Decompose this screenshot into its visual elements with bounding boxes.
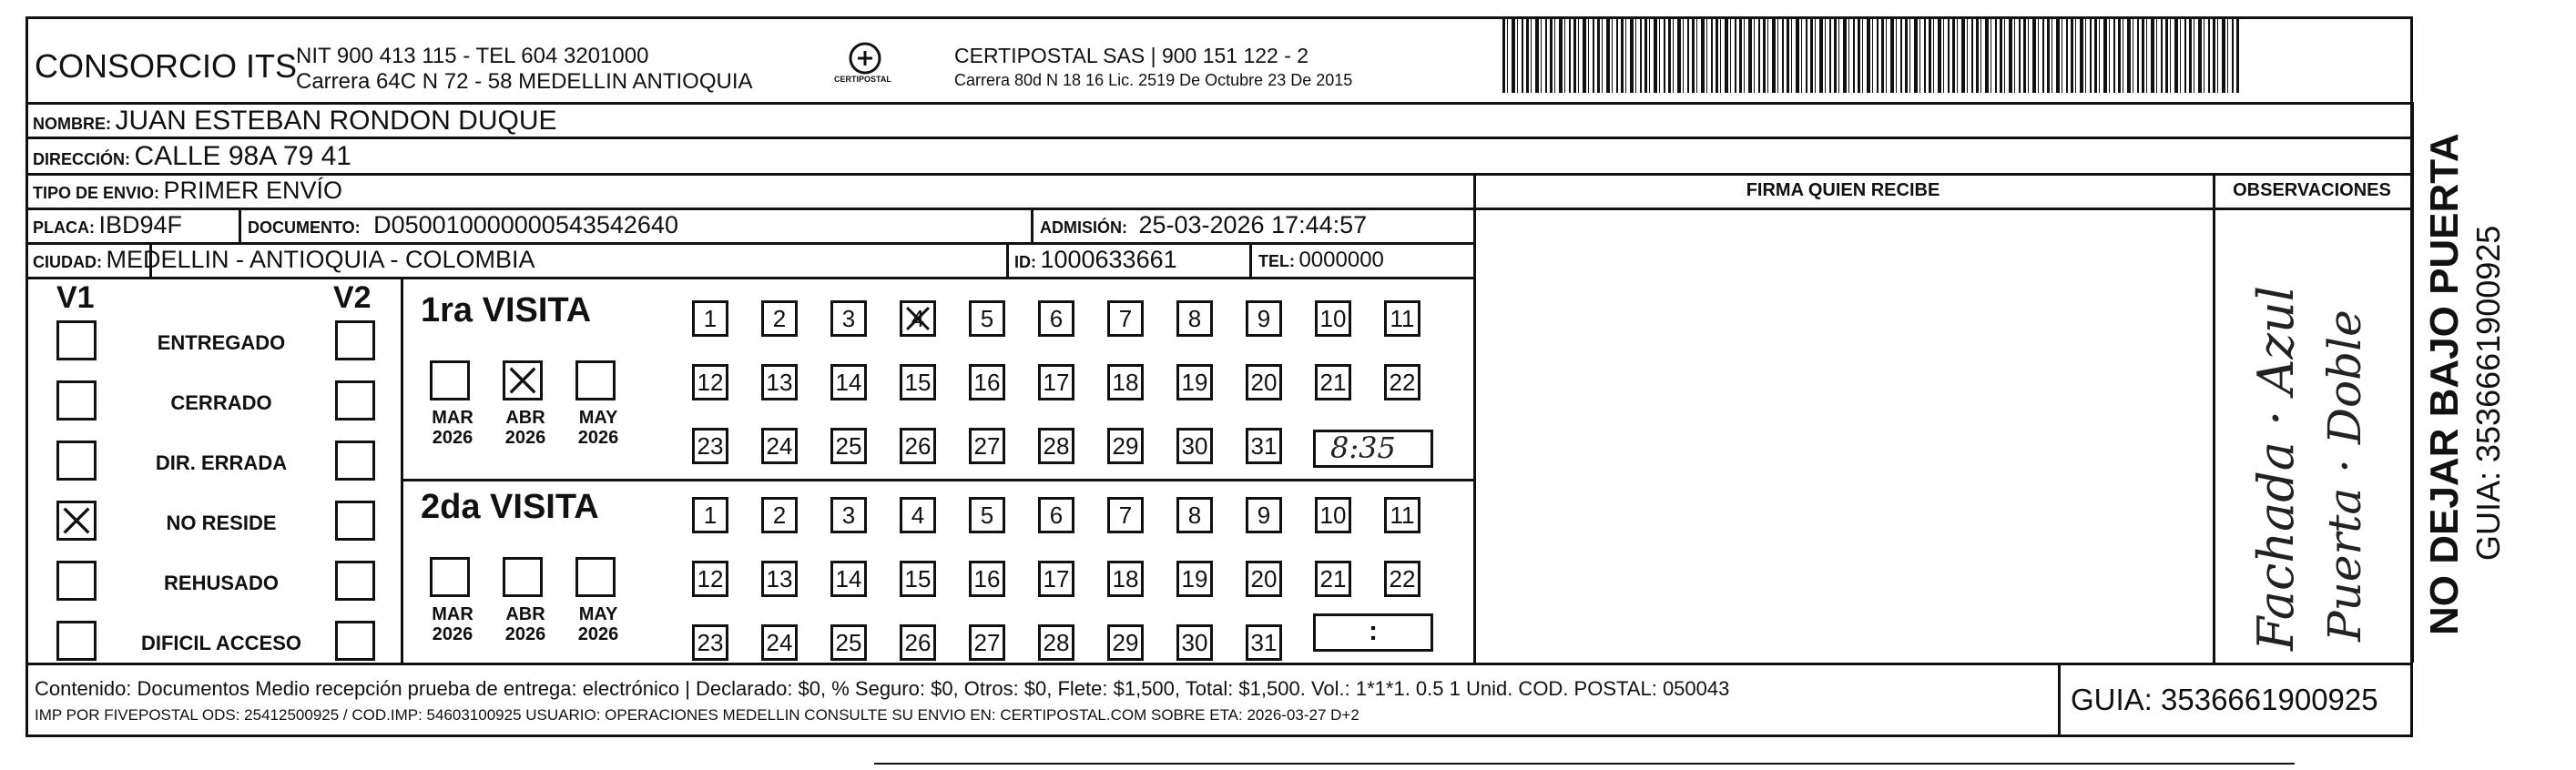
day-number: 18 (1112, 564, 1139, 593)
day-box-20[interactable] (1246, 561, 1282, 597)
tel-label: TEL: (1258, 252, 1295, 270)
day-box-25[interactable] (830, 624, 867, 661)
certipostal-logo-text: CERTIPOSTAL (834, 75, 891, 84)
day-box-31[interactable] (1246, 624, 1282, 661)
day-box-11[interactable] (1384, 300, 1420, 337)
day-number: 15 (904, 564, 932, 593)
day-number: 29 (1112, 431, 1139, 460)
day-box-29[interactable] (1107, 624, 1144, 661)
day-number: 3 (841, 501, 856, 529)
no-dejar-warning: NO DEJAR BAJO PUERTA (2422, 133, 2467, 635)
nombre-row (33, 107, 557, 135)
first-visit-title: 1ra VISITA (421, 291, 592, 329)
day-box-28[interactable] (1038, 624, 1074, 661)
ciudad-value: MEDELLIN - ANTIOQUIA - COLOMBIA (106, 246, 535, 273)
company-name: CONSORCIO ITS (35, 47, 298, 85)
tipo-envio-value: PRIMER ENVÍO (163, 177, 343, 204)
month-label-0: MAR 2026 (432, 604, 473, 644)
v2-header: V2 (333, 280, 372, 315)
day-number: 14 (835, 368, 862, 396)
day-number: 23 (697, 628, 724, 656)
month-checkbox-0[interactable] (430, 557, 470, 597)
day-number: 17 (1043, 564, 1070, 593)
day-number: 18 (1112, 368, 1139, 396)
day-box-11[interactable] (1384, 497, 1420, 533)
observation-line-2: Puerta · Doble (2318, 309, 2371, 642)
day-box-4[interactable] (900, 497, 936, 533)
footer-guia: GUIA: 3536661900925 (2071, 683, 2378, 716)
day-box-10[interactable] (1315, 300, 1351, 337)
day-box-22[interactable] (1384, 364, 1420, 400)
id-label: ID: (1014, 253, 1036, 271)
day-box-6[interactable] (1038, 497, 1074, 533)
day-box-21[interactable] (1315, 364, 1351, 400)
placa-value: IBD94F (98, 211, 182, 238)
direccion-row (33, 143, 351, 170)
day-box-30[interactable] (1176, 624, 1213, 661)
day-box-25[interactable] (830, 428, 867, 464)
day-number: 25 (835, 628, 862, 656)
day-number: 17 (1043, 368, 1070, 396)
admision-label: ADMISIÓN: (1040, 218, 1127, 237)
second-visit-time-box[interactable] (1313, 613, 1433, 652)
footer-imp: IMP POR FIVEPOSTAL ODS: 25412500925 / COD.IMP: 54603100925 USUARIO: OPERACIONES MEDELLIN CONSULTE SU ENVIO EN: CERTIPOSTAL.COM SOBRE ETA: 2026-03-27 D+2 (35, 706, 1359, 724)
day-box-24[interactable] (761, 624, 798, 661)
day-box-9[interactable] (1246, 497, 1282, 533)
day-box-17[interactable] (1038, 561, 1074, 597)
v1-checkbox-0[interactable] (56, 320, 97, 360)
day-box-10[interactable] (1315, 497, 1351, 533)
day-number: 11 (1390, 501, 1415, 529)
month-checkbox-2[interactable] (575, 360, 616, 400)
day-box-22[interactable] (1384, 561, 1420, 597)
day-number: 24 (766, 628, 793, 656)
nombre-label: NOMBRE: (33, 115, 111, 133)
day-number: 30 (1181, 628, 1208, 656)
documento-label: DOCUMENTO: (248, 218, 361, 237)
day-number: 16 (973, 564, 1001, 593)
day-number: 12 (697, 368, 724, 396)
day-box-4[interactable] (900, 300, 936, 337)
company-address: Carrera 64C N 72 - 58 MEDELLIN ANTIOQUIA (296, 69, 753, 94)
status-label-0: ENTREGADO (157, 331, 286, 354)
v2-checkbox-5[interactable] (335, 621, 375, 661)
tel-field (1258, 249, 1384, 271)
day-box-12[interactable] (692, 364, 728, 400)
tel-value: 0000000 (1298, 248, 1384, 272)
id-value: 1000633661 (1040, 246, 1177, 273)
nombre-value: JUAN ESTEBAN RONDON DUQUE (115, 106, 557, 136)
day-box-8[interactable] (1176, 497, 1213, 533)
tipo-envio-row (33, 178, 342, 203)
day-number: 7 (1118, 304, 1133, 332)
v1-checkbox-4[interactable] (56, 561, 97, 601)
day-number: 3 (841, 304, 856, 332)
day-number: 6 (1049, 304, 1064, 332)
x-mark-icon (505, 363, 540, 398)
day-box-27[interactable] (969, 428, 1005, 464)
month-checkbox-0[interactable] (430, 360, 470, 400)
day-number: 27 (973, 431, 1001, 460)
firma-header: FIRMA QUIEN RECIBE (1746, 180, 1940, 200)
day-number: 19 (1181, 564, 1208, 593)
month-checkbox-1[interactable] (503, 360, 543, 400)
day-number: 21 (1319, 564, 1347, 593)
day-number: 28 (1043, 628, 1070, 656)
ciudad-label: CIUDAD: (33, 253, 102, 271)
day-box-2[interactable] (761, 300, 798, 337)
day-number: 14 (835, 564, 862, 593)
day-box-16[interactable] (969, 364, 1005, 400)
day-box-20[interactable] (1246, 364, 1282, 400)
day-box-7[interactable] (1107, 300, 1144, 337)
day-number: 13 (766, 564, 793, 593)
day-box-13[interactable] (761, 561, 798, 597)
day-box-18[interactable] (1107, 561, 1144, 597)
day-number: 12 (697, 564, 724, 593)
id-field (1014, 248, 1177, 272)
first-visit-time-box[interactable] (1313, 430, 1433, 468)
day-number: 21 (1319, 368, 1347, 396)
day-box-8[interactable] (1176, 300, 1213, 337)
day-box-23[interactable] (692, 428, 728, 464)
month-label-0: MAR 2026 (432, 408, 473, 448)
v2-checkbox-0[interactable] (335, 320, 375, 360)
day-number: 20 (1250, 564, 1278, 593)
direccion-label: DIRECCIÓN: (33, 150, 130, 168)
day-number: 4 (911, 501, 925, 529)
day-box-27[interactable] (969, 624, 1005, 661)
partner-address: Carrera 80d N 18 16 Lic. 2519 De Octubre 23 De 2015 (954, 71, 1353, 89)
day-number: 9 (1257, 304, 1271, 332)
day-number: 19 (1181, 368, 1208, 396)
direccion-value: CALLE 98A 79 41 (134, 141, 351, 171)
day-number: 6 (1049, 501, 1064, 529)
day-number: 31 (1250, 431, 1278, 460)
v1-checkbox-1[interactable] (56, 380, 97, 420)
day-box-17[interactable] (1038, 364, 1074, 400)
day-number: 2 (772, 304, 787, 332)
v1-checkbox-2[interactable] (56, 441, 97, 481)
x-mark-icon (902, 303, 933, 334)
first-visit-time: 8:35 (1330, 431, 1396, 465)
v2-checkbox-1[interactable] (335, 380, 375, 420)
day-number: 13 (766, 368, 793, 396)
day-box-6[interactable] (1038, 300, 1074, 337)
day-box-31[interactable] (1246, 428, 1282, 464)
day-box-26[interactable] (900, 624, 936, 661)
day-box-3[interactable] (830, 497, 867, 533)
day-number: 7 (1118, 501, 1133, 529)
admision-field (1040, 213, 1367, 238)
company-nit-tel: NIT 900 413 115 - TEL 604 3201000 (296, 44, 649, 68)
documento-value: D050010000000543542640 (373, 211, 678, 238)
ciudad-field (33, 248, 535, 272)
day-box-5[interactable] (969, 497, 1005, 533)
day-number: 15 (904, 368, 932, 396)
status-label-1: CERRADO (170, 391, 272, 414)
day-box-15[interactable] (900, 561, 936, 597)
day-number: 23 (697, 431, 724, 460)
day-box-26[interactable] (900, 428, 936, 464)
status-label-5: DIFICIL ACCESO (140, 632, 301, 654)
month-label-1: ABR 2026 (504, 408, 546, 448)
day-box-5[interactable] (969, 300, 1005, 337)
day-box-23[interactable] (692, 624, 728, 661)
day-box-16[interactable] (969, 561, 1005, 597)
observaciones-header: OBSERVACIONES (2233, 180, 2391, 200)
v1-checkbox-3[interactable] (56, 501, 97, 541)
status-label-2: DIR. ERRADA (155, 451, 288, 474)
day-box-9[interactable] (1246, 300, 1282, 337)
tipo-envio-label: TIPO DE ENVIO: (33, 184, 160, 202)
day-number: 26 (904, 628, 932, 656)
v1-checkbox-5[interactable] (56, 621, 97, 661)
day-number: 4 (911, 304, 925, 332)
day-number: 10 (1319, 501, 1347, 529)
v1-header: V1 (56, 280, 95, 315)
footer-contenido: Contenido: Documentos Medio recepción prueba de entrega: electrónico | Declarado: $0, % Seguro: $0, Otros: $0, Flete: $1,500, Total: $1,500. Vol.: 1*1*1. 0.5 1 Unid. COD. POSTAL: 050043 (35, 677, 1730, 700)
day-box-14[interactable] (830, 364, 867, 400)
day-box-2[interactable] (761, 497, 798, 533)
day-box-18[interactable] (1107, 364, 1144, 400)
second-visit-time: : (1369, 616, 1378, 646)
side-guia: GUIA: 3536661900925 (2469, 225, 2507, 561)
day-box-29[interactable] (1107, 428, 1144, 464)
day-number: 2 (772, 501, 787, 529)
v2-checkbox-3[interactable] (335, 501, 375, 541)
day-number: 29 (1112, 628, 1139, 656)
x-mark-icon (59, 503, 94, 538)
documento-field (248, 213, 678, 238)
day-box-15[interactable] (900, 364, 936, 400)
partner-name: CERTIPOSTAL SAS | 900 151 122 - 2 (954, 44, 1309, 67)
day-number: 9 (1257, 501, 1271, 529)
day-box-21[interactable] (1315, 561, 1351, 597)
day-number: 8 (1187, 501, 1202, 529)
day-number: 1 (703, 501, 718, 529)
day-number: 11 (1390, 304, 1415, 332)
day-number: 26 (904, 431, 932, 460)
day-number: 5 (980, 501, 994, 529)
day-box-19[interactable] (1176, 364, 1213, 400)
day-number: 1 (703, 304, 718, 332)
day-number: 27 (973, 628, 1001, 656)
day-number: 28 (1043, 431, 1070, 460)
month-label-2: MAY 2026 (577, 604, 619, 644)
day-box-7[interactable] (1107, 497, 1144, 533)
day-number: 16 (973, 368, 1001, 396)
day-box-3[interactable] (830, 300, 867, 337)
month-checkbox-1[interactable] (503, 557, 543, 597)
day-box-24[interactable] (761, 428, 798, 464)
day-box-13[interactable] (761, 364, 798, 400)
day-number: 8 (1187, 304, 1202, 332)
day-number: 22 (1389, 368, 1416, 396)
month-checkbox-2[interactable] (575, 557, 616, 597)
day-number: 24 (766, 431, 793, 460)
observation-line-1: Fachada · Azul (2247, 286, 2305, 651)
day-box-1[interactable] (692, 497, 728, 533)
month-label-2: MAY 2026 (577, 408, 619, 448)
day-number: 22 (1389, 564, 1416, 593)
v2-checkbox-4[interactable] (335, 561, 375, 601)
day-box-14[interactable] (830, 561, 867, 597)
day-box-28[interactable] (1038, 428, 1074, 464)
v2-checkbox-2[interactable] (335, 441, 375, 481)
day-number: 10 (1319, 304, 1347, 332)
day-box-1[interactable] (692, 300, 728, 337)
day-number: 25 (835, 431, 862, 460)
status-label-4: REHUSADO (164, 572, 279, 594)
day-number: 30 (1181, 431, 1208, 460)
day-box-19[interactable] (1176, 561, 1213, 597)
month-label-1: ABR 2026 (504, 604, 546, 644)
second-visit-title: 2da VISITA (421, 488, 599, 526)
day-box-12[interactable] (692, 561, 728, 597)
status-label-3: NO RESIDE (166, 512, 277, 534)
placa-field (33, 213, 182, 238)
day-number: 5 (980, 304, 994, 332)
day-number: 31 (1250, 628, 1278, 656)
admision-value: 25-03-2026 17:44:57 (1138, 211, 1368, 238)
day-box-30[interactable] (1176, 428, 1213, 464)
day-number: 20 (1250, 368, 1278, 396)
placa-label: PLACA: (33, 218, 95, 237)
